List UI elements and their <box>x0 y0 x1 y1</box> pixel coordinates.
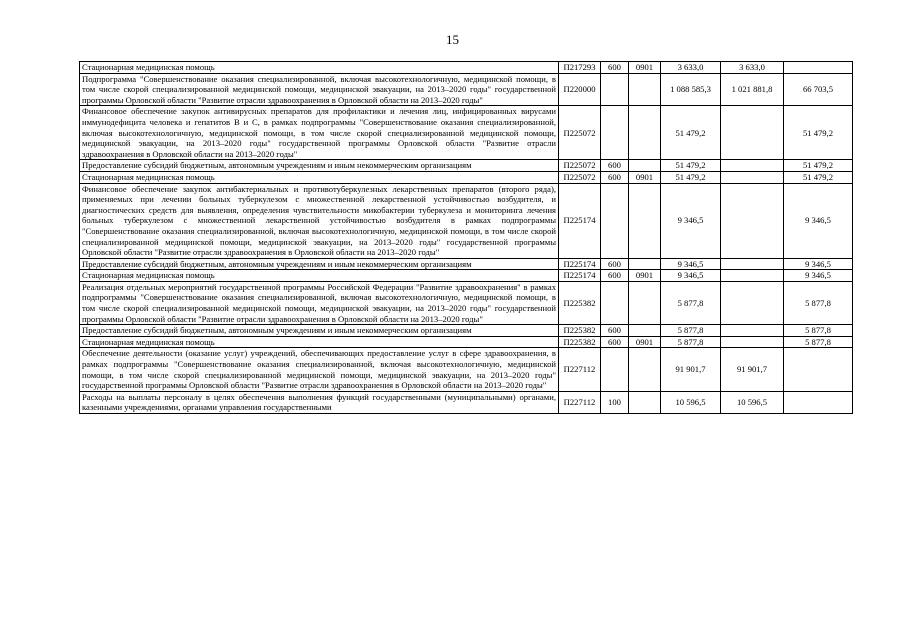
expense-type-code <box>601 73 629 106</box>
amount-federal: 5 877,8 <box>784 325 853 337</box>
target-code: П225382 <box>559 281 601 324</box>
amount-federal: 9 346,5 <box>784 183 853 258</box>
table-row <box>80 160 853 172</box>
target-code: П225382 <box>559 325 601 337</box>
amount-regional <box>721 325 784 337</box>
row-description: Подпрограмма "Совершенствование оказания специализированной, включая высокотехнологичную, медицинской помощи, в том числе скорой специализированной медицинской помощи, медицинской эвакуации, на 2013–2020 годы" государственной программы Орловской области "Развитие отрасли здравоохранения в Орловской области на 2013–2020 годы" <box>80 73 559 106</box>
expense-type-code <box>601 183 629 258</box>
budget-table <box>79 61 853 414</box>
amount-total: 9 346,5 <box>661 258 721 270</box>
target-code: П225072 <box>559 160 601 172</box>
section-code <box>629 348 661 391</box>
target-code: П220000 <box>559 73 601 106</box>
amount-federal: 9 346,5 <box>784 258 853 270</box>
section-code <box>629 281 661 324</box>
row-description: Обеспечение деятельности (оказание услуг) учреждений, обеспечивающих предоставление услуг в сфере здравоохранения, в рамках подпрограммы "Совершенствование оказания специализированной, включая высокотехнологичную, медицинской помощи, в том числе скорой специализированной медицинской помощи, медицинской эвакуации, на 2013–2020 годы" государственной программы Орловской области "Развитие отрасли здравоохранения в Орловской области на 2013–2020 годы" <box>80 348 559 391</box>
expense-type-code: 600 <box>601 270 629 282</box>
table-row <box>80 73 853 106</box>
table-row <box>80 325 853 337</box>
section-code: 0901 <box>629 171 661 183</box>
section-code <box>629 391 661 413</box>
table-row <box>80 106 853 160</box>
table-row <box>80 270 853 282</box>
amount-federal <box>784 62 853 74</box>
expense-type-code: 100 <box>601 391 629 413</box>
table-row <box>80 391 853 413</box>
row-description: Стационарная медицинская помощь <box>80 171 559 183</box>
amount-federal: 9 346,5 <box>784 270 853 282</box>
amount-regional <box>721 258 784 270</box>
expense-type-code: 600 <box>601 258 629 270</box>
row-description: Стационарная медицинская помощь <box>80 62 559 74</box>
amount-total: 5 877,8 <box>661 325 721 337</box>
amount-federal: 66 703,5 <box>784 73 853 106</box>
expense-type-code: 600 <box>601 171 629 183</box>
expense-type-code: 600 <box>601 336 629 348</box>
target-code: П227112 <box>559 348 601 391</box>
amount-total: 91 901,7 <box>661 348 721 391</box>
amount-total: 51 479,2 <box>661 160 721 172</box>
expense-type-code <box>601 281 629 324</box>
amount-regional: 91 901,7 <box>721 348 784 391</box>
amount-federal: 51 479,2 <box>784 160 853 172</box>
row-description: Расходы на выплаты персоналу в целях обеспечения выполнения функций государственными (муниципальными) органами, казенными учреждениями, органами управления государственными <box>80 391 559 413</box>
row-description: Финансовое обеспечение закупок антивирусных препаратов для профилактики и лечения лиц, инфицированных вирусами иммунодефицита человека и гепатитов В и С, в рамках подпрограммы "Совершенствование оказания специализированной, включая высокотехнологичную, медицинской помощи, в том числе скорой специализированной медицинской помощи, медицинской эвакуации, на 2013–2020 годы" государственной программы Орловской области "Развитие отрасли здравоохранения в Орловской области на 2013–2020 годы" <box>80 106 559 160</box>
amount-total: 1 088 585,3 <box>661 73 721 106</box>
amount-regional <box>721 183 784 258</box>
target-code: П227112 <box>559 391 601 413</box>
section-code <box>629 73 661 106</box>
amount-total: 51 479,2 <box>661 106 721 160</box>
section-code <box>629 258 661 270</box>
amount-federal <box>784 348 853 391</box>
amount-regional: 3 633,0 <box>721 62 784 74</box>
amount-regional <box>721 171 784 183</box>
amount-total: 3 633,0 <box>661 62 721 74</box>
amount-total: 5 877,8 <box>661 281 721 324</box>
target-code: П225174 <box>559 183 601 258</box>
target-code: П225072 <box>559 171 601 183</box>
section-code: 0901 <box>629 270 661 282</box>
expense-type-code: 600 <box>601 160 629 172</box>
amount-federal: 5 877,8 <box>784 281 853 324</box>
section-code: 0901 <box>629 336 661 348</box>
table-row <box>80 348 853 391</box>
amount-federal: 51 479,2 <box>784 171 853 183</box>
amount-total: 51 479,2 <box>661 171 721 183</box>
target-code: П225174 <box>559 258 601 270</box>
section-code <box>629 160 661 172</box>
table-row <box>80 281 853 324</box>
section-code <box>629 106 661 160</box>
amount-total: 5 877,8 <box>661 336 721 348</box>
table-row <box>80 62 853 74</box>
table-row <box>80 183 853 258</box>
row-description: Финансовое обеспечение закупок антибактериальных и противотуберкулезных лекарственных препаратов (второго ряда), применяемых при лечении больных туберкулезом с множественной лекарственной устойчивостью возбудителя, и диагностических средств для выявления, определения чувствительности микобактерии туберкулеза и мониторинга лечения больных туберкулезом с множественной лекарственной устойчивостью возбудителя в рамках подпрограммы "Совершенствование оказания специализированной, включая высокотехнологичную, медицинской помощи, в том числе скорой специализированной медицинской помощи, медицинской эвакуации, на 2013–2020 годы" государственной программы Орловской области "Развитие отрасли здравоохранения в Орловской области на 2013–2020 годы" <box>80 183 559 258</box>
section-code <box>629 183 661 258</box>
table-row <box>80 171 853 183</box>
expense-type-code: 600 <box>601 62 629 74</box>
row-description: Стационарная медицинская помощь <box>80 270 559 282</box>
row-description: Стационарная медицинская помощь <box>80 336 559 348</box>
row-description: Предоставление субсидий бюджетным, автономным учреждениям и иным некоммерческим организациям <box>80 325 559 337</box>
amount-regional <box>721 160 784 172</box>
expense-type-code: 600 <box>601 325 629 337</box>
target-code: П225072 <box>559 106 601 160</box>
amount-federal <box>784 391 853 413</box>
row-description: Предоставление субсидий бюджетным, автономным учреждениям и иным некоммерческим организациям <box>80 258 559 270</box>
section-code <box>629 325 661 337</box>
section-code: 0901 <box>629 62 661 74</box>
page-number: 15 <box>446 32 459 47</box>
target-code: П225174 <box>559 270 601 282</box>
amount-total: 9 346,5 <box>661 270 721 282</box>
expense-type-code <box>601 106 629 160</box>
expense-type-code <box>601 348 629 391</box>
amount-total: 10 596,5 <box>661 391 721 413</box>
amount-regional: 10 596,5 <box>721 391 784 413</box>
target-code: П225382 <box>559 336 601 348</box>
amount-regional <box>721 336 784 348</box>
amount-regional <box>721 106 784 160</box>
amount-regional <box>721 270 784 282</box>
amount-total: 9 346,5 <box>661 183 721 258</box>
row-description: Предоставление субсидий бюджетным, автономным учреждениям и иным некоммерческим организациям <box>80 160 559 172</box>
table-row <box>80 336 853 348</box>
row-description: Реализация отдельных мероприятий государственной программы Российской Федерации "Развитие здравоохранения" в рамках подпрограммы "Совершенствование оказания специализированной, включая высокотехнологичную, медицинской помощи, в том числе скорой специализированной медицинской помощи, медицинской эвакуации, на 2013–2020 годы" государственной программы Орловской области "Развитие отрасли здравоохранения в Орловской области на 2013–2020 годы" <box>80 281 559 324</box>
target-code: П217293 <box>559 62 601 74</box>
amount-federal: 5 877,8 <box>784 336 853 348</box>
table-row <box>80 258 853 270</box>
amount-federal: 51 479,2 <box>784 106 853 160</box>
amount-regional <box>721 281 784 324</box>
amount-regional: 1 021 881,8 <box>721 73 784 106</box>
